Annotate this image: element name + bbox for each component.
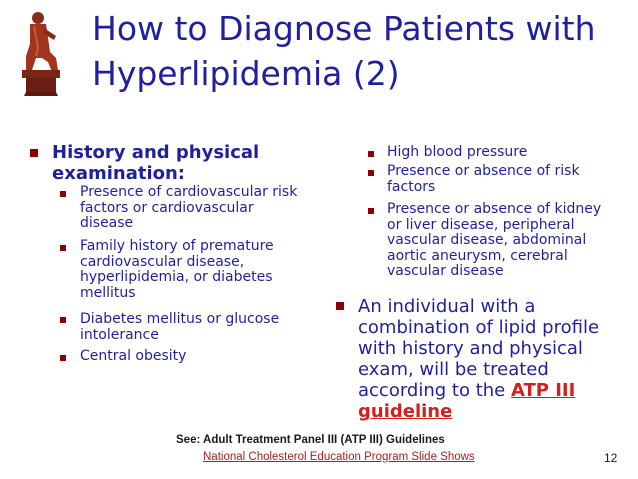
bullet-icon <box>368 151 374 157</box>
page-number: 12 <box>604 451 618 465</box>
paragraph-text: An individual with a combination of lipid profile with history and physical exam, will be treated according to the <box>358 296 600 401</box>
list-item: Central obesity <box>80 348 187 364</box>
title-line-2: Hyperlipidemia (2) <box>92 54 400 93</box>
treatment-paragraph <box>358 296 628 422</box>
list-item: Diabetes mellitus or glucose intolerance <box>80 311 280 343</box>
bullet-icon <box>60 355 66 361</box>
bullet-icon <box>60 317 66 323</box>
footer-reference: See: Adult Treatment Panel III (ATP III) Guidelines <box>176 434 445 446</box>
slide-title <box>92 6 632 96</box>
bullet-icon <box>336 302 344 310</box>
atp-guideline-link[interactable]: ATP III guideline <box>358 380 576 422</box>
list-item: Presence of cardiovascular risk factors or cardiovascular disease <box>80 184 298 231</box>
bullet-icon <box>368 208 374 214</box>
bullet-icon <box>368 170 374 176</box>
history-heading: History and physical examination: <box>52 142 260 184</box>
title-line-1: How to Diagnose Patients with <box>92 9 596 48</box>
bullet-icon <box>60 245 66 251</box>
list-item: Presence or absence of kidney or liver disease, peripheral vascular disease, abdominal aortic aneurysm, cerebral vascular disease <box>387 201 602 279</box>
bullet-icon <box>60 191 66 197</box>
bullet-icon <box>30 149 38 157</box>
statue-logo-image <box>12 8 70 96</box>
list-item: Family history of premature cardiovascular disease, hyperlipidemia, or diabetes mellitus <box>80 238 274 301</box>
list-item: Presence or absence of risk factors <box>387 163 580 195</box>
list-item: High blood pressure <box>387 144 528 160</box>
slide-shows-link[interactable]: National Cholesterol Education Program Slide Shows <box>203 451 475 463</box>
